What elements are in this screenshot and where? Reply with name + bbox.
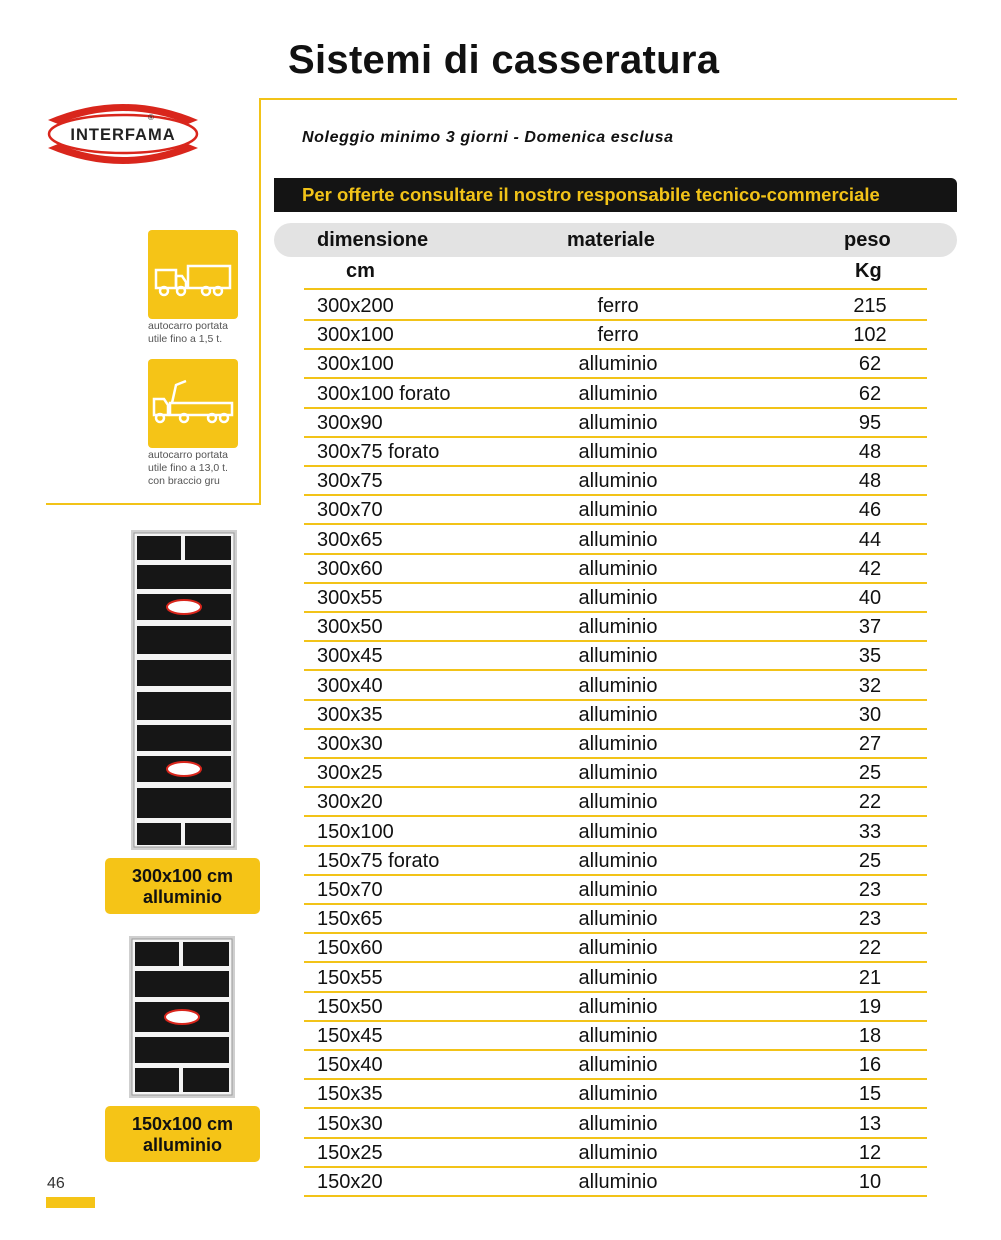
cell-dimension: 150x25 xyxy=(317,1141,383,1164)
cell-dimension: 150x65 xyxy=(317,908,383,931)
cell-material: alluminio xyxy=(578,674,658,697)
cell-dimension: 300x75 forato xyxy=(317,441,440,463)
cell-material: alluminio xyxy=(578,791,658,814)
cell-material: alluminio xyxy=(578,1112,658,1135)
table-row xyxy=(304,728,927,759)
cell-dimension: 150x35 xyxy=(317,1083,383,1106)
cell-material: alluminio xyxy=(578,762,658,785)
cell-dimension: 300x100 xyxy=(317,353,394,376)
cell-weight: 25 xyxy=(858,762,882,785)
cell-material: alluminio xyxy=(578,733,658,755)
cell-weight: 48 xyxy=(858,470,882,493)
cell-weight: 37 xyxy=(858,616,882,639)
cell-weight: 16 xyxy=(858,1054,882,1077)
cell-weight: 13 xyxy=(858,1112,882,1135)
page-number-bar xyxy=(46,1197,95,1208)
cell-material: alluminio xyxy=(578,645,658,668)
cell-dimension: 150x45 xyxy=(317,1025,383,1047)
cell-material: alluminio xyxy=(578,1141,658,1164)
cell-dimension: 300x50 xyxy=(317,616,383,639)
cell-weight: 22 xyxy=(858,791,882,814)
table-row xyxy=(304,1166,927,1197)
header-material: materiale xyxy=(567,229,655,251)
rental-note: Noleggio minimo 3 giorni - Domenica esclusa xyxy=(302,129,674,146)
cell-material: alluminio xyxy=(578,1083,658,1106)
logo-mark: ® xyxy=(148,113,154,122)
cell-dimension: 300x30 xyxy=(317,733,383,755)
cell-dimension: 150x40 xyxy=(317,1054,383,1077)
table-row xyxy=(304,845,927,876)
crane-truck-caption: autocarro portata utile fino a 13,0 t. con braccio gru xyxy=(148,449,228,487)
cell-material: alluminio xyxy=(578,820,658,843)
cell-weight: 18 xyxy=(858,1025,882,1047)
table-row xyxy=(304,1020,927,1051)
cell-material: alluminio xyxy=(578,441,658,463)
page-title: Sistemi di casseratura xyxy=(288,38,720,82)
panel-300x100-label: 300x100 cm alluminio xyxy=(105,858,260,914)
cell-weight: 62 xyxy=(858,382,882,405)
small-truck-caption: autocarro portata utile fino a 1,5 t. xyxy=(148,320,228,345)
cell-dimension: 300x200 xyxy=(317,295,394,317)
cell-weight: 32 xyxy=(858,674,882,697)
table-row xyxy=(304,582,927,613)
cell-weight: 40 xyxy=(858,587,882,609)
table-row xyxy=(304,1049,927,1080)
cell-material: alluminio xyxy=(578,499,658,522)
cell-material: alluminio xyxy=(578,849,658,872)
table-row xyxy=(304,699,927,730)
cell-material: alluminio xyxy=(578,937,658,960)
cell-dimension: 300x100 forato xyxy=(317,382,451,405)
table-row xyxy=(304,670,927,701)
cell-weight: 10 xyxy=(858,1171,882,1193)
cell-dimension: 300x55 xyxy=(317,587,383,609)
cell-material: alluminio xyxy=(578,528,658,551)
cell-dimension: 300x70 xyxy=(317,499,383,522)
cell-material: alluminio xyxy=(578,353,658,376)
header-dimension-unit: cm xyxy=(346,260,375,282)
cell-weight: 22 xyxy=(858,937,882,960)
table-row xyxy=(304,494,927,525)
page-number: 46 xyxy=(47,1175,65,1192)
cell-weight: 35 xyxy=(858,645,882,668)
cell-weight: 215 xyxy=(853,295,887,317)
cell-weight: 23 xyxy=(858,908,882,931)
frame-left-line xyxy=(259,98,261,504)
cell-dimension: 300x25 xyxy=(317,762,383,785)
cell-dimension: 150x55 xyxy=(317,966,383,989)
table-row xyxy=(304,553,927,584)
cell-dimension: 300x90 xyxy=(317,411,383,434)
table-row xyxy=(304,524,927,555)
cell-material: ferro xyxy=(597,295,639,317)
panel-300x100-image xyxy=(131,530,237,850)
cell-weight: 30 xyxy=(858,703,882,726)
cell-material: alluminio xyxy=(578,703,658,726)
cell-weight: 102 xyxy=(853,324,887,347)
cell-weight: 25 xyxy=(858,849,882,872)
cell-weight: 62 xyxy=(858,353,882,376)
panel-150x100-label: 150x100 cm alluminio xyxy=(105,1106,260,1162)
cell-weight: 27 xyxy=(858,733,882,755)
cell-weight: 15 xyxy=(858,1083,882,1106)
cell-material: alluminio xyxy=(578,382,658,405)
cell-weight: 44 xyxy=(858,528,882,551)
cell-material: ferro xyxy=(597,324,639,347)
small-truck-icon xyxy=(148,230,238,319)
frame-bottom-line xyxy=(46,503,261,505)
table-row xyxy=(304,874,927,905)
cell-weight: 42 xyxy=(858,557,882,580)
header-weight: peso xyxy=(844,229,891,251)
cell-material: alluminio xyxy=(578,1054,658,1077)
small-truck-tile xyxy=(148,230,238,319)
cell-material: alluminio xyxy=(578,557,658,580)
cell-dimension: 150x50 xyxy=(317,995,383,1018)
cell-dimension: 300x75 xyxy=(317,470,383,493)
table-row xyxy=(304,407,927,438)
table-row xyxy=(304,465,927,496)
header-weight-unit: Kg xyxy=(855,260,882,282)
cell-dimension: 300x20 xyxy=(317,791,383,814)
cell-weight: 33 xyxy=(858,820,882,843)
table-row xyxy=(304,640,927,671)
cell-material: alluminio xyxy=(578,966,658,989)
table-row xyxy=(304,932,927,963)
cell-weight: 46 xyxy=(858,499,882,522)
table-row xyxy=(304,1137,927,1168)
table-row xyxy=(304,436,927,467)
cell-material: alluminio xyxy=(578,995,658,1018)
cell-weight: 12 xyxy=(858,1141,882,1164)
cell-dimension: 300x35 xyxy=(317,703,383,726)
table-row xyxy=(304,816,927,847)
cell-dimension: 300x60 xyxy=(317,557,383,580)
panel-150x100-image xyxy=(129,936,235,1098)
header-dimension: dimensione xyxy=(317,229,429,251)
cell-weight: 21 xyxy=(858,966,882,989)
cell-weight: 23 xyxy=(858,879,882,901)
cell-weight: 95 xyxy=(858,411,882,434)
cell-material: alluminio xyxy=(578,411,658,434)
cell-dimension: 300x40 xyxy=(317,674,383,697)
frame-top-line xyxy=(260,98,957,100)
cell-weight: 19 xyxy=(858,995,882,1018)
table-row xyxy=(304,611,927,642)
offer-banner-text: Per offerte consultare il nostro responsabile tecnico-commerciale xyxy=(302,184,880,205)
table-row xyxy=(304,962,927,993)
cell-material: alluminio xyxy=(578,879,658,901)
cell-material: alluminio xyxy=(578,908,658,931)
logo-text: INTERFAMA xyxy=(70,126,176,144)
cell-dimension: 300x100 xyxy=(317,324,394,347)
cell-dimension: 150x100 xyxy=(317,820,394,843)
cell-material: alluminio xyxy=(578,1171,658,1193)
table-row xyxy=(304,903,927,934)
cell-dimension: 150x75 forato xyxy=(317,849,440,872)
cell-dimension: 150x70 xyxy=(317,879,383,901)
interfama-logo xyxy=(44,94,202,174)
cell-material: alluminio xyxy=(578,470,658,493)
crane-truck-tile xyxy=(148,359,238,448)
table-row xyxy=(304,1078,927,1109)
table-row xyxy=(304,1108,927,1139)
table-row xyxy=(304,378,927,409)
table-row xyxy=(304,991,927,1022)
table-row xyxy=(304,290,927,321)
cell-material: alluminio xyxy=(578,616,658,639)
cell-weight: 48 xyxy=(858,441,882,463)
table-row xyxy=(304,319,927,350)
table-row xyxy=(304,757,927,788)
cell-dimension: 300x45 xyxy=(317,645,383,668)
table-row xyxy=(304,348,927,379)
cell-dimension: 300x65 xyxy=(317,528,383,551)
cell-dimension: 150x20 xyxy=(317,1171,383,1193)
crane-truck-icon xyxy=(148,359,238,448)
cell-material: alluminio xyxy=(578,1025,658,1047)
cell-dimension: 150x30 xyxy=(317,1112,383,1135)
table-row xyxy=(304,786,927,817)
cell-dimension: 150x60 xyxy=(317,937,383,960)
cell-material: alluminio xyxy=(578,587,658,609)
